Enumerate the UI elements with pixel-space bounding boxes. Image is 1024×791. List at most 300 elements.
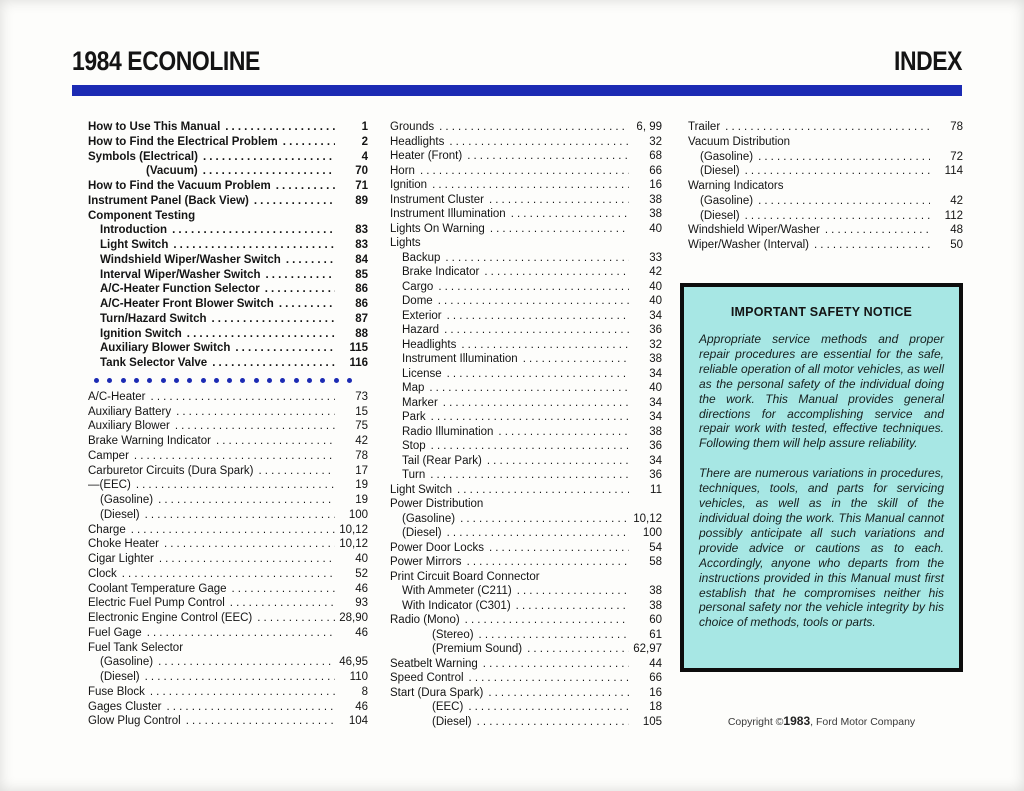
entry-page-number: 2 — [361, 135, 368, 148]
index-entry — [390, 120, 662, 135]
entry-label: Interval Wiper/Washer Switch — [100, 268, 261, 281]
separator-dot-icon — [320, 378, 325, 383]
entry-page-number: 10,12 — [633, 512, 662, 525]
safety-notice-paragraph: There are numerous variations in procedures, techniques, tools, and parts for servicing vehicles, as well as in the skill of the individual doing the work. This Manual cannot possibly anticipate all such variations and provide advice or cautions as to each. Accordingly, anyone who departs from the instructions provided in this Manual must first establish that he compromises neither his personal safety nor the vehicle integrity by his choice of methods, tools or parts. — [699, 466, 944, 630]
index-entry — [390, 396, 662, 411]
entry-page-number: 71 — [355, 180, 368, 192]
index-entry — [88, 209, 368, 224]
dot-leader — [164, 537, 335, 552]
dot-leader — [467, 149, 629, 164]
entry-page-number: 60 — [649, 614, 662, 626]
dot-leader — [431, 439, 629, 454]
dot-leader — [167, 700, 335, 715]
dot-leader — [438, 280, 629, 295]
dot-leader — [468, 700, 629, 715]
dot-leader — [490, 222, 629, 237]
index-entry — [390, 352, 662, 367]
separator-dot-icon — [134, 378, 139, 383]
dot-leader — [460, 512, 629, 527]
entry-label: Power Distribution — [390, 498, 484, 510]
entry-page-number: 38 — [649, 193, 662, 206]
dot-leader — [134, 449, 335, 464]
dot-leader — [745, 164, 930, 179]
index-entry — [390, 309, 662, 324]
entry-label: Print Circuit Board Connector — [390, 570, 540, 583]
entry-label: Heater (Front) — [390, 150, 463, 162]
entry-label: Power Mirrors — [390, 556, 462, 568]
entry-page-number: 28,90 — [339, 612, 368, 624]
entry-label: How to Find the Vacuum Problem — [88, 180, 271, 192]
entry-label: Grounds — [390, 121, 435, 133]
dot-leader — [488, 686, 629, 701]
entry-page-number: 34 — [649, 396, 662, 409]
dot-leader — [444, 323, 629, 338]
dot-leader — [445, 251, 629, 266]
entry-page-number: 116 — [349, 357, 368, 369]
index-entry — [88, 238, 368, 253]
entry-page-number: 16 — [649, 686, 662, 699]
dot-leader — [279, 297, 335, 312]
index-entry — [88, 641, 368, 656]
entry-page-number: 46 — [355, 700, 368, 713]
index-entry — [680, 150, 963, 165]
index-entry — [680, 238, 963, 253]
dot-leader — [467, 555, 629, 570]
dot-leader — [523, 352, 629, 367]
copyright-post: , Ford Motor Company — [810, 716, 916, 728]
index-entry — [390, 497, 662, 512]
entry-page-number: 34 — [649, 367, 662, 380]
index-entry — [390, 367, 662, 382]
entry-page-number: 42 — [649, 266, 662, 278]
separator-dot-icon — [294, 378, 299, 383]
entry-label: (Diesel) — [700, 165, 740, 178]
entry-label: Fuse Block — [88, 685, 145, 698]
entry-page-number: 10,12 — [339, 523, 368, 536]
entry-label: Radio Illumination — [402, 425, 494, 438]
dot-leader — [758, 150, 930, 165]
entry-label: Warning Indicators — [688, 180, 784, 192]
dot-leader — [516, 599, 629, 614]
entry-label: Clock — [88, 567, 117, 580]
dot-leader — [131, 523, 335, 538]
entry-page-number: 66 — [649, 164, 662, 177]
dot-leader — [432, 178, 629, 193]
index-entry — [390, 381, 662, 396]
entry-page-number: 85 — [355, 268, 368, 281]
entry-label: Electric Fuel Pump Control — [88, 597, 225, 610]
entry-page-number: 6, 99 — [636, 121, 662, 133]
entry-label: (Gasoline) — [402, 512, 456, 525]
separator-dot-icon — [227, 378, 232, 383]
entry-label: Auxiliary Blower Switch — [100, 342, 231, 355]
dot-leader — [431, 410, 629, 425]
entry-label: (Gasoline) — [100, 494, 154, 506]
entry-label: Auxiliary Blower — [88, 420, 170, 433]
entry-label: A/C-Heater Function Selector — [100, 283, 260, 296]
dot-leader — [187, 327, 335, 342]
dot-leader — [122, 567, 335, 582]
index-entry — [88, 611, 368, 626]
separator-dot-icon — [267, 378, 272, 383]
entry-page-number: 46,95 — [339, 656, 368, 669]
dot-leader — [489, 193, 629, 208]
dot-leader — [438, 294, 629, 309]
separator-dot-icon — [334, 378, 339, 383]
entry-label: Glow Plug Control — [88, 715, 181, 728]
entry-label: Symbols (Electrical) — [88, 150, 198, 163]
entry-label: Ignition Switch — [100, 327, 182, 340]
index-entry — [390, 178, 662, 193]
index-entry — [390, 425, 662, 440]
index-entry — [390, 555, 662, 570]
separator-dot-icon — [201, 378, 206, 383]
entry-page-number: 68 — [649, 150, 662, 162]
index-entry — [88, 297, 368, 312]
index-entry — [390, 222, 662, 237]
index-entry — [680, 223, 963, 238]
dot-leader — [176, 405, 335, 420]
entry-label: Fuel Tank Selector — [88, 641, 184, 654]
entry-page-number: 110 — [349, 671, 368, 683]
dot-leader — [159, 552, 335, 567]
entry-page-number: 36 — [649, 324, 662, 336]
index-entry — [88, 626, 368, 641]
entry-label: Trailer — [688, 121, 721, 133]
dot-leader — [286, 253, 335, 268]
entry-label: Park — [402, 411, 426, 423]
entry-page-number: 50 — [950, 239, 963, 251]
index-entry — [390, 671, 662, 686]
dot-leader — [212, 356, 335, 371]
entry-page-number: 83 — [355, 239, 368, 251]
dot-leader — [186, 714, 335, 729]
safety-notice-body — [699, 332, 944, 630]
entry-label: Windshield Wiper/Washer — [688, 224, 820, 237]
entry-label: Backup — [402, 251, 441, 264]
index-entry — [390, 599, 662, 614]
index-entry — [88, 508, 368, 523]
index-entry — [88, 670, 368, 685]
index-entry — [88, 493, 368, 508]
index-entry — [88, 150, 368, 165]
entry-label: (Diesel) — [100, 671, 140, 683]
separator-dot-icon — [121, 378, 126, 383]
dot-leader — [483, 657, 629, 672]
entry-page-number: 1 — [361, 121, 368, 133]
entry-page-number: 38 — [649, 599, 662, 612]
entry-label: How to Find the Electrical Problem — [88, 135, 278, 148]
entry-page-number: 100 — [348, 508, 368, 521]
entry-label: With Indicator (C301) — [402, 599, 511, 612]
entry-label: (Stereo) — [432, 628, 474, 641]
separator-dot-icon — [107, 378, 112, 383]
index-entry — [88, 164, 368, 179]
entry-page-number: 32 — [649, 338, 662, 351]
index-entry — [88, 419, 368, 434]
entry-page-number: 66 — [649, 672, 662, 684]
entry-label: (Diesel) — [432, 715, 472, 728]
entry-label: Charge — [88, 523, 126, 536]
entry-label: (Gasoline) — [700, 194, 754, 207]
dots-separator — [94, 371, 352, 390]
index-entry — [390, 164, 662, 179]
index-entry — [390, 686, 662, 701]
dot-leader — [151, 390, 335, 405]
separator-dot-icon — [161, 378, 166, 383]
entry-page-number: 18 — [649, 701, 662, 713]
index-entry — [88, 567, 368, 582]
index-entry — [680, 209, 963, 224]
entry-label: Instrument Illumination — [402, 353, 518, 365]
separator-dot-icon — [307, 378, 312, 383]
entry-label: Start (Dura Spark) — [390, 686, 484, 699]
dot-leader — [430, 468, 629, 483]
safety-notice-title: IMPORTANT SAFETY NOTICE — [730, 305, 913, 319]
index-entry — [390, 439, 662, 454]
dot-leader — [484, 265, 629, 280]
index-entry — [88, 537, 368, 552]
entry-label: A/C-Heater Front Blower Switch — [100, 298, 274, 310]
index-entry — [390, 280, 662, 295]
index-entry — [680, 194, 963, 209]
index-entry — [390, 628, 662, 643]
entry-page-number: 87 — [355, 312, 368, 325]
entry-label: (Diesel) — [402, 527, 442, 539]
dot-leader — [145, 670, 335, 685]
dot-leader — [447, 309, 629, 324]
index-entry — [680, 179, 963, 194]
entry-label: Headlights — [402, 338, 457, 351]
index-entry — [680, 164, 963, 179]
entry-page-number: 19 — [355, 479, 368, 492]
entry-page-number: 8 — [361, 685, 368, 698]
index-entry — [680, 120, 963, 135]
entry-label: License — [402, 367, 442, 380]
entry-page-number: 42 — [950, 194, 963, 207]
entry-label: Horn — [390, 164, 415, 177]
entry-label: Cargo — [402, 280, 434, 293]
dot-leader — [443, 396, 629, 411]
index-heading: INDEX — [893, 46, 962, 76]
entry-page-number: 86 — [355, 283, 368, 296]
dot-leader — [158, 493, 335, 508]
dot-leader — [259, 464, 335, 479]
dot-leader — [479, 628, 629, 643]
index-entry — [390, 454, 662, 469]
index-entry — [88, 523, 368, 538]
entry-page-number: 38 — [649, 585, 662, 597]
dot-leader — [469, 671, 629, 686]
entry-label: Auxiliary Battery — [88, 405, 172, 418]
entry-page-number: 40 — [355, 553, 368, 565]
dot-leader — [498, 425, 629, 440]
dot-leader — [447, 367, 629, 382]
index-column-2 — [390, 120, 662, 729]
dot-leader — [203, 150, 335, 165]
dot-leader — [230, 596, 335, 611]
entry-label: Turn — [402, 469, 426, 481]
entry-label: Hazard — [402, 324, 440, 336]
index-entry — [88, 179, 368, 194]
index-entry — [88, 327, 368, 342]
separator-dot-icon — [174, 378, 179, 383]
separator-dot-icon — [254, 378, 259, 383]
entry-page-number: 78 — [950, 121, 963, 133]
dot-leader — [758, 194, 930, 209]
entry-label: Gages Cluster — [88, 700, 162, 713]
entry-label: Tank Selector Valve — [100, 357, 208, 369]
dot-leader — [145, 508, 335, 523]
separator-dot-icon — [94, 378, 99, 383]
entry-label: Map — [402, 382, 425, 394]
index-column-1 — [88, 120, 368, 729]
entry-page-number: 114 — [944, 165, 963, 178]
entry-page-number: 38 — [649, 208, 662, 220]
entry-page-number: 15 — [355, 405, 368, 418]
dot-leader — [266, 268, 335, 283]
dot-leader — [173, 238, 335, 253]
entry-label: Power Door Locks — [390, 541, 484, 554]
index-entry — [88, 714, 368, 729]
separator-dot-icon — [214, 378, 219, 383]
entry-label: A/C-Heater — [88, 390, 146, 403]
index-entry — [390, 207, 662, 222]
entry-page-number: 75 — [355, 420, 368, 433]
index-entry — [88, 449, 368, 464]
dot-leader — [232, 582, 335, 597]
index-entry — [390, 642, 662, 657]
index-entry — [88, 135, 368, 150]
entry-label: Radio (Mono) — [390, 614, 460, 626]
entry-page-number: 11 — [650, 483, 662, 496]
entry-page-number: 42 — [355, 435, 368, 447]
dot-leader — [489, 541, 629, 556]
entry-page-number: 36 — [649, 440, 662, 452]
entry-label: Dome — [402, 295, 433, 307]
entry-page-number: 40 — [649, 280, 662, 293]
dot-leader — [487, 454, 629, 469]
entry-page-number: 40 — [649, 222, 662, 235]
entry-page-number: 34 — [649, 454, 662, 467]
entry-page-number: 112 — [944, 209, 963, 222]
entry-page-number: 38 — [649, 353, 662, 365]
index-entry — [390, 541, 662, 556]
index-entry — [390, 135, 662, 150]
index-entry — [390, 468, 662, 483]
dot-leader — [447, 526, 629, 541]
index-entry — [88, 478, 368, 493]
index-entry — [390, 512, 662, 527]
dot-leader — [283, 135, 335, 150]
index-entry — [390, 584, 662, 599]
entry-label: Cigar Lighter — [88, 553, 154, 565]
entry-page-number: 115 — [349, 342, 368, 355]
entry-label: Component Testing — [88, 209, 196, 222]
dot-leader — [465, 613, 629, 628]
entry-page-number: 16 — [649, 179, 662, 191]
copyright-year: 1983 — [783, 714, 811, 728]
index-entry — [390, 323, 662, 338]
entry-page-number: 83 — [355, 224, 368, 237]
entry-label: Light Switch — [100, 239, 169, 251]
important-safety-notice-box — [680, 283, 963, 672]
index-entry — [680, 135, 963, 150]
entry-page-number: 44 — [649, 657, 662, 670]
separator-dot-icon — [347, 378, 352, 383]
dot-leader — [429, 381, 629, 396]
separator-dot-icon — [240, 378, 245, 383]
entry-page-number: 38 — [649, 425, 662, 438]
page-title: 1984 ECONOLINE — [72, 46, 260, 76]
entry-label: (Premium Sound) — [432, 643, 523, 655]
entry-label: —(EEC) — [88, 479, 131, 492]
separator-dot-icon — [187, 378, 192, 383]
index-entry — [390, 294, 662, 309]
entry-label: Instrument Cluster — [390, 193, 484, 206]
dot-leader — [517, 584, 629, 599]
entry-label: Ignition — [390, 179, 428, 191]
dot-leader — [175, 419, 335, 434]
index-entry — [390, 251, 662, 266]
entry-label: (Diesel) — [700, 209, 740, 222]
index-entry — [88, 120, 368, 135]
dot-leader — [439, 120, 629, 135]
entry-page-number: 48 — [950, 224, 963, 237]
index-entry — [390, 149, 662, 164]
dot-leader — [158, 655, 335, 670]
entry-label: Headlights — [390, 135, 445, 148]
entry-label: Turn/Hazard Switch — [100, 312, 207, 325]
index-entry — [88, 434, 368, 449]
entry-page-number: 61 — [649, 628, 662, 641]
index-entry — [88, 253, 368, 268]
index-entry — [88, 356, 368, 371]
dot-leader — [420, 164, 629, 179]
index-column-3 — [680, 120, 963, 253]
index-entry — [390, 483, 662, 498]
index-entry — [390, 236, 662, 251]
entry-label: Vacuum Distribution — [688, 135, 791, 148]
entry-page-number: 104 — [348, 715, 368, 728]
dot-leader — [725, 120, 930, 135]
copyright-line — [680, 714, 963, 728]
dot-leader — [511, 207, 629, 222]
entry-label: (Gasoline) — [700, 150, 754, 163]
entry-page-number: 46 — [355, 626, 368, 639]
separator-dot-icon — [280, 378, 285, 383]
entry-label: Coolant Temperature Gage — [88, 582, 227, 595]
entry-page-number: 105 — [642, 715, 662, 728]
entry-page-number: 58 — [649, 556, 662, 568]
entry-page-number: 46 — [355, 582, 368, 595]
index-entry — [390, 570, 662, 585]
entry-page-number: 72 — [950, 150, 963, 163]
dot-leader — [136, 478, 335, 493]
entry-page-number: 73 — [355, 390, 368, 403]
entry-label: Fuel Gage — [88, 626, 142, 639]
dot-leader — [147, 626, 335, 641]
entry-page-number: 86 — [355, 298, 368, 310]
dot-leader — [527, 642, 629, 657]
index-entry — [88, 596, 368, 611]
safety-notice-paragraph: Appropriate service methods and proper repair procedures are essential for the safe, reliable operation of all motor vehicles, as well as the personal safety of the individual doing the work. This Manual provides general directions for accomplishing service and repair work with tested, effective techniques. Following them will help assure reliability. — [699, 332, 944, 451]
dot-leader — [814, 238, 930, 253]
index-entry — [88, 655, 368, 670]
entry-page-number: 54 — [649, 541, 662, 554]
entry-page-number: 52 — [355, 567, 368, 580]
dot-leader — [449, 135, 629, 150]
